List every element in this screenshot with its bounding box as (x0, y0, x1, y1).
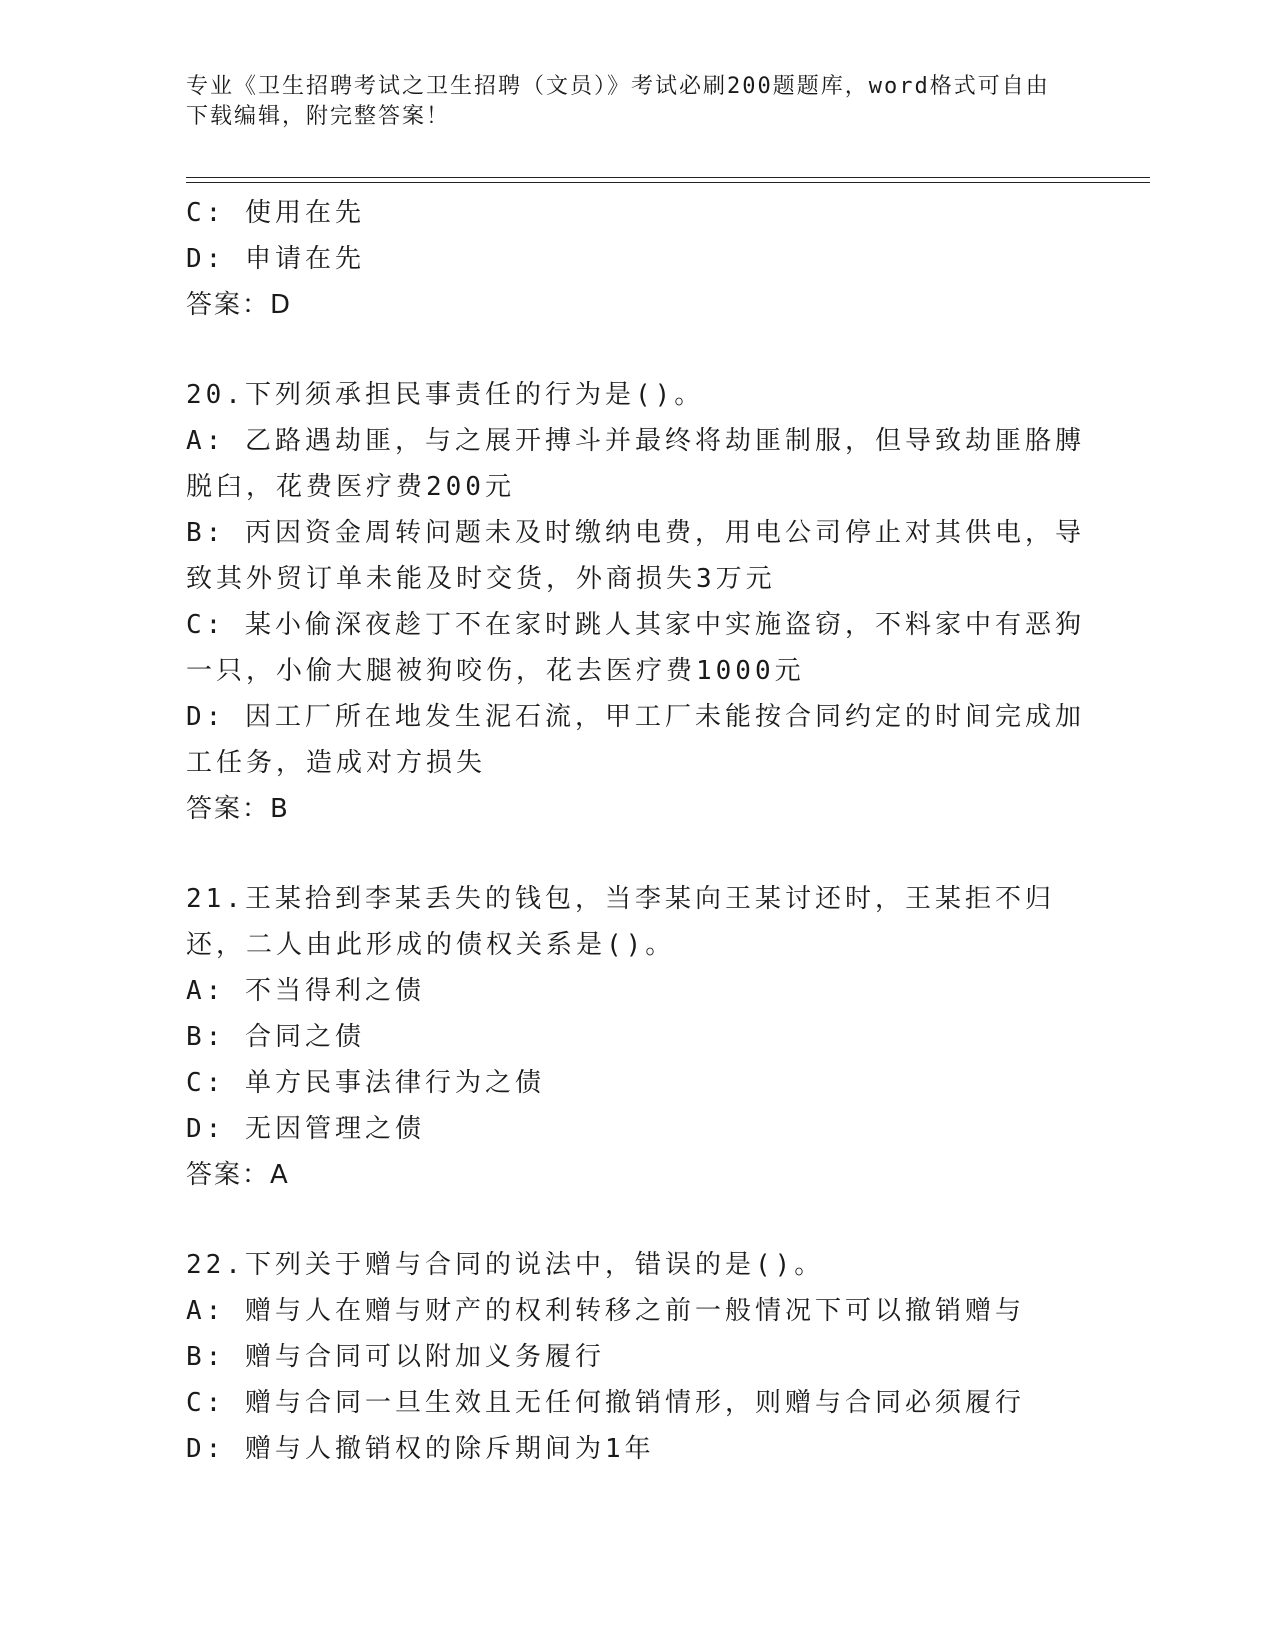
option-c: C: 使用在先 (186, 198, 365, 228)
option-c: C: 某小偷深夜趁丁不在家时跳人其家中实施盗窃，不料家中有恶狗一只，小偷大腿被狗咬伤，花去医疗费1000元 (186, 610, 1085, 686)
question-stem: 20.下列须承担民事责任的行为是()。 (186, 380, 705, 410)
answer-label: 答案：A (186, 1160, 290, 1190)
option-d: D: 无因管理之债 (186, 1114, 425, 1144)
option-d: D: 因工厂所在地发生泥石流，甲工厂未能按合同约定的时间完成加工任务，造成对方损失 (186, 702, 1085, 778)
question-list (186, 190, 1086, 1472)
document-header: 专业《卫生招聘考试之卫生招聘（文员）》考试必刷200题题库，word格式可自由下载编辑，附完整答案！ (186, 74, 1050, 129)
option-d: D: 申请在先 (186, 244, 365, 274)
option-d: D: 赠与人撤销权的除斥期间为1年 (186, 1434, 655, 1464)
option-a: A: 不当得利之债 (186, 976, 425, 1006)
option-a: A: 赠与人在赠与财产的权利转移之前一般情况下可以撤销赠与 (186, 1296, 1025, 1326)
option-b: B: 赠与合同可以附加义务履行 (186, 1342, 605, 1372)
spacer (186, 1198, 1086, 1242)
spacer (186, 328, 1086, 372)
question-block-19 (186, 190, 1086, 328)
answer-label: 答案：B (186, 794, 290, 824)
answer-label: 答案：D (186, 290, 293, 320)
header-divider-top (186, 177, 1150, 178)
option-b: B: 合同之债 (186, 1022, 365, 1052)
spacer (186, 832, 1086, 876)
question-block-21 (186, 876, 1086, 1198)
question-stem: 21.王某拾到李某丢失的钱包，当李某向王某讨还时，王某拒不归还，二人由此形成的债权关系是()。 (186, 884, 1055, 960)
option-a: A: 乙路遇劫匪，与之展开搏斗并最终将劫匪制服，但导致劫匪胳膊脱臼，花费医疗费200元 (186, 426, 1085, 502)
question-stem: 22.下列关于赠与合同的说法中，错误的是()。 (186, 1250, 825, 1280)
question-block-20 (186, 372, 1086, 832)
question-block-22 (186, 1242, 1086, 1472)
header-divider-bottom (186, 182, 1150, 183)
option-b: B: 丙因资金周转问题未及时缴纳电费，用电公司停止对其供电，导致其外贸订单未能及时交货，外商损失3万元 (186, 518, 1085, 594)
option-c: C: 单方民事法律行为之债 (186, 1068, 545, 1098)
option-c: C: 赠与合同一旦生效且无任何撤销情形，则赠与合同必须履行 (186, 1388, 1025, 1418)
